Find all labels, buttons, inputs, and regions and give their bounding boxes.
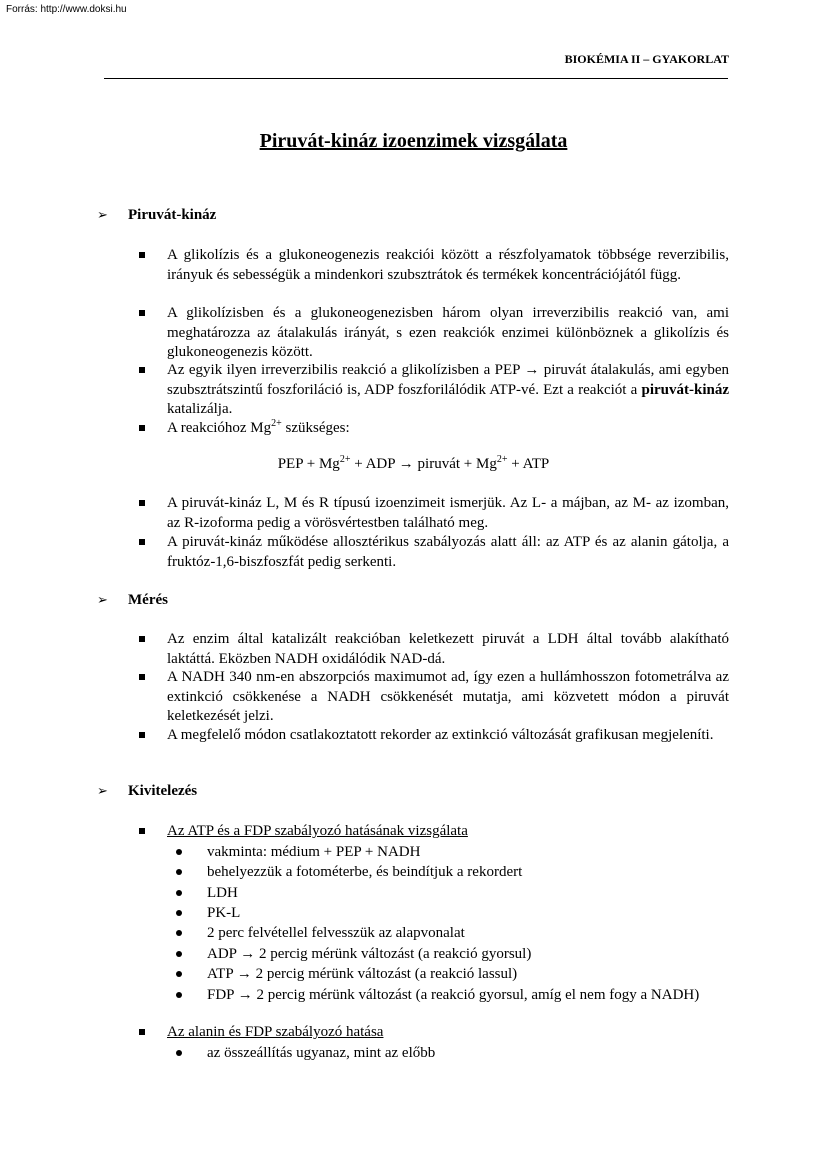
dot-bullet-icon bbox=[176, 1050, 182, 1056]
bullet-item bbox=[167, 494, 729, 533]
dot-bullet-icon bbox=[176, 992, 182, 998]
dot-bullet-icon bbox=[176, 951, 182, 957]
reaction-equation bbox=[0, 456, 827, 473]
running-header: BIOKÉMIA II – GYAKORLAT bbox=[564, 52, 729, 66]
sub-item bbox=[207, 883, 729, 903]
sub-item bbox=[207, 964, 729, 984]
bullet-text: A piruvát-kináz L, M és R típusú izoenzimeit ismerjük. Az L- a májban, az M- az izomban, az R-izoforma pedig a vörösvértestben található meg. bbox=[167, 495, 729, 531]
bullet-text: katalizálja. bbox=[167, 401, 233, 417]
bullet-text: szükséges: bbox=[281, 420, 350, 436]
sub-item bbox=[207, 923, 729, 943]
section-title: Kivitelezés bbox=[128, 783, 198, 799]
dot-bullet-icon bbox=[176, 849, 182, 855]
sub-item bbox=[207, 985, 729, 1005]
sub-item bbox=[207, 944, 729, 964]
arrow-bullet-icon: ➢ bbox=[97, 208, 108, 223]
group-label: Az ATP és a FDP szabályozó hatásának vizsgálata bbox=[167, 823, 468, 839]
bullet-item-group-label bbox=[167, 822, 729, 842]
equation-part: + ATP bbox=[507, 456, 550, 472]
bullet-text: Az egyik ilyen irreverzibilis reakció a glikolízisben a PEP → piruvát átalakulás, ami egyben szubsztrátszintű foszforiláció is, ADP foszforilálódik ATP-vé. Ezt a reakciót a bbox=[167, 362, 729, 398]
sub-item-text: vakminta: médium + PEP + NADH bbox=[207, 844, 421, 860]
source-line: Forrás: http://www.doksi.hu bbox=[6, 4, 127, 15]
bullet-item bbox=[167, 668, 729, 727]
dot-bullet-icon bbox=[176, 890, 182, 896]
sub-item-text: LDH bbox=[207, 885, 238, 901]
dot-bullet-icon bbox=[176, 869, 182, 875]
sub-item bbox=[207, 1043, 729, 1063]
bullet-text: A NADH 340 nm-en abszorpciós maximumot ad, így ezen a hullámhosszon fotometrálva az extinkció csökkenése a NADH csökkenését mutatja, ami közvetett módon a piruvát keletkezését jelzi. bbox=[167, 669, 729, 724]
square-bullet-icon bbox=[139, 636, 145, 642]
square-bullet-icon bbox=[139, 1029, 145, 1035]
square-bullet-icon bbox=[139, 828, 145, 834]
dot-bullet-icon bbox=[176, 930, 182, 936]
bullet-text: A glikolízisben és a glukoneogenezisben három olyan irreverzibilis reakció van, ami meghatározza az átalakulás irányát, s ezen reakciók enzimei különböznek a glikolízis és glukoneogenezis között. bbox=[167, 305, 729, 360]
bullet-text: A megfelelő módon csatlakoztatott rekorder az extinkció változását grafikusan megjeleníti. bbox=[167, 727, 714, 743]
bullet-item bbox=[167, 630, 729, 669]
square-bullet-icon bbox=[139, 539, 145, 545]
bullet-text: A piruvát-kináz működése allosztérikus szabályozás alatt áll: az ATP és az alanin gátolja, a fruktóz-1,6-biszfoszfát pedig serkenti. bbox=[167, 534, 729, 570]
sub-item-text: az összeállítás ugyanaz, mint az előbb bbox=[207, 1045, 436, 1061]
section-heading-kivitelezes bbox=[97, 783, 197, 800]
equation-part: + ADP → piruvát + Mg bbox=[350, 456, 497, 472]
section-title: Mérés bbox=[128, 592, 168, 608]
square-bullet-icon bbox=[139, 425, 145, 431]
bullet-item bbox=[167, 304, 729, 363]
square-bullet-icon bbox=[139, 367, 145, 373]
page-title: Piruvát-kináz izoenzimek vizsgálata bbox=[259, 130, 568, 152]
square-bullet-icon bbox=[139, 310, 145, 316]
superscript: 2+ bbox=[496, 454, 508, 465]
bullet-bold-term: piruvát-kináz bbox=[641, 381, 729, 398]
bullet-item bbox=[167, 726, 729, 746]
arrow-bullet-icon: ➢ bbox=[97, 784, 108, 799]
sub-item-text: ATP → 2 percig mérünk változást (a reakció lassul) bbox=[207, 966, 518, 982]
bullet-item bbox=[167, 419, 729, 439]
superscript: 2+ bbox=[271, 418, 282, 429]
section-heading-meres bbox=[97, 592, 168, 609]
sub-item-text: FDP → 2 percig mérünk változást (a reakció gyorsul, amíg el nem fogy a NADH) bbox=[207, 987, 700, 1003]
dot-bullet-icon bbox=[176, 971, 182, 977]
equation-part: PEP + Mg bbox=[277, 456, 340, 472]
bullet-text: Az enzim által katalizált reakcióban keletkezett piruvát a LDH által tovább alakítható laktáttá. Eközben NADH oxidálódik NAD-dá. bbox=[167, 631, 729, 667]
sub-item bbox=[207, 903, 729, 923]
superscript: 2+ bbox=[339, 454, 351, 465]
header-rule bbox=[104, 78, 728, 79]
group-label: Az alanin és FDP szabályozó hatása bbox=[167, 1024, 384, 1040]
arrow-bullet-icon: ➢ bbox=[97, 593, 108, 608]
dot-bullet-icon bbox=[176, 910, 182, 916]
bullet-item bbox=[167, 361, 729, 420]
square-bullet-icon bbox=[139, 500, 145, 506]
bullet-item bbox=[167, 533, 729, 572]
sub-item-text: PK-L bbox=[207, 905, 241, 921]
square-bullet-icon bbox=[139, 252, 145, 258]
bullet-item-group-label bbox=[167, 1023, 729, 1043]
sub-item-text: behelyezzük a fotométerbe, és beindítjuk a rekordert bbox=[207, 864, 523, 880]
square-bullet-icon bbox=[139, 674, 145, 680]
section-title: Piruvát-kináz bbox=[128, 207, 217, 223]
bullet-item bbox=[167, 246, 729, 285]
sub-item bbox=[207, 842, 729, 862]
square-bullet-icon bbox=[139, 732, 145, 738]
bullet-text: A reakcióhoz Mg bbox=[167, 420, 272, 436]
sub-item bbox=[207, 862, 729, 882]
sub-item-text: 2 perc felvétellel felvesszük az alapvonalat bbox=[207, 925, 465, 941]
bullet-text: A glikolízis és a glukoneogenezis reakciói között a részfolyamatok többsége reverzibilis, irányuk és sebességük a mindenkori szubsztrátok és termékek koncentrációjától függ. bbox=[167, 247, 729, 283]
sub-item-text: ADP → 2 percig mérünk változást (a reakció gyorsul) bbox=[207, 946, 532, 962]
section-heading-piruvat-kinaz bbox=[97, 207, 216, 224]
